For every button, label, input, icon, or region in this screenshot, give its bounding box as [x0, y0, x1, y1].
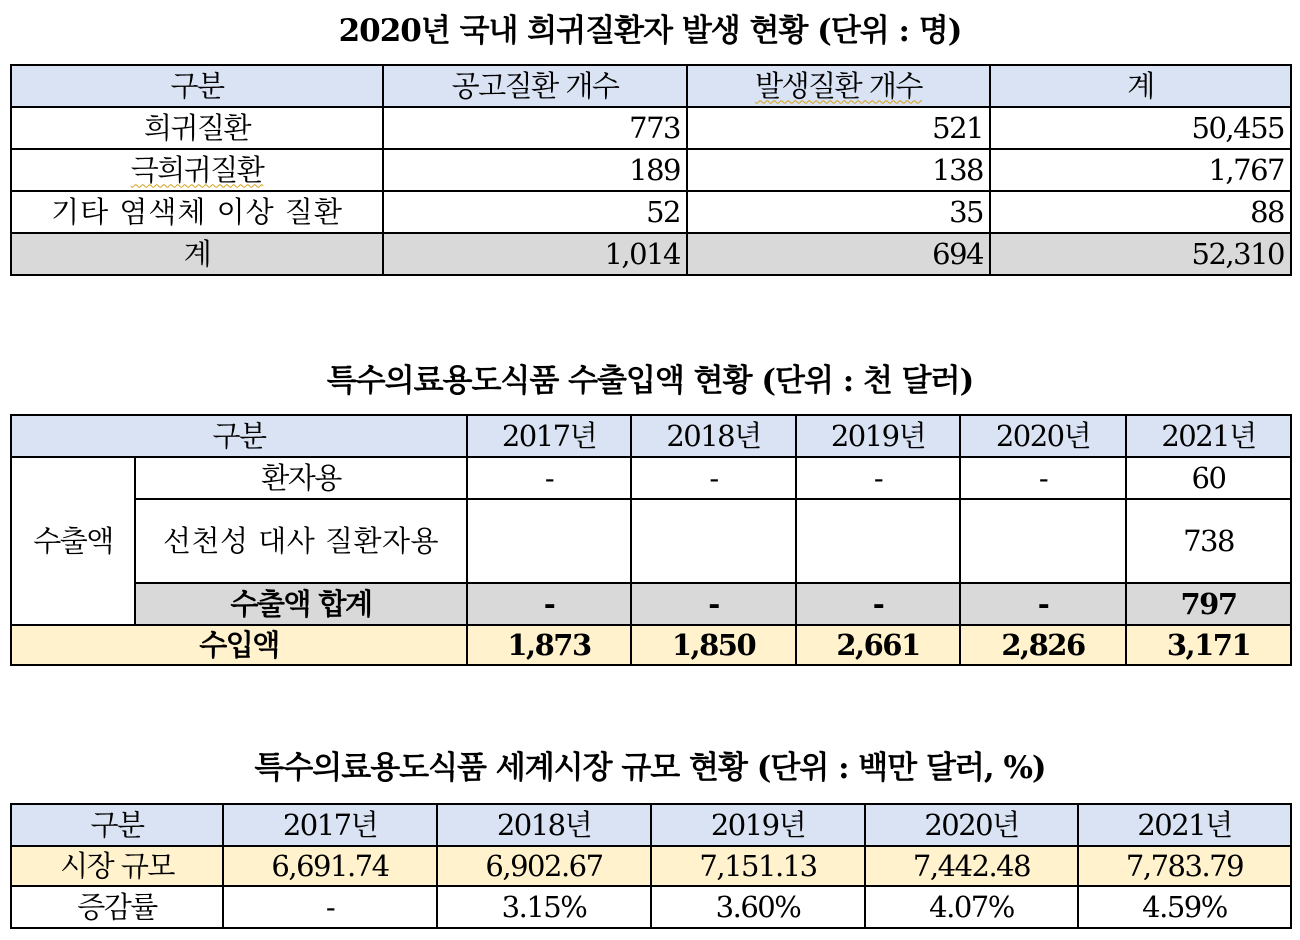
table-cell: 2,661 — [796, 625, 960, 665]
table-row — [11, 107, 1291, 149]
row-label: 희귀질환 — [11, 107, 383, 149]
table-cell — [631, 499, 796, 583]
table-cell — [960, 499, 1126, 583]
header-cell-year: 2020년 — [865, 804, 1078, 846]
table-cell: 7,442.48 — [865, 846, 1078, 886]
table-cell: 521 — [687, 107, 990, 149]
table-row — [11, 191, 1291, 233]
table-cell: - — [960, 583, 1126, 625]
table-row — [11, 499, 1291, 583]
row-label: 증감률 — [11, 886, 223, 928]
header-cell-category: 구분 — [11, 804, 223, 846]
table-cell: 738 — [1126, 499, 1291, 583]
table-cell: 189 — [383, 149, 687, 191]
table-cell: 773 — [383, 107, 687, 149]
header-cell-announced-count: 공고질환 개수 — [383, 65, 687, 107]
header-occurred-label: 발생질환 개수 — [755, 68, 922, 103]
header-cell-total: 계 — [990, 65, 1291, 107]
table-cell: 1,014 — [383, 233, 687, 275]
table-cell: - — [960, 457, 1126, 499]
table2-title: 특수의료용도식품 수출입액 현황 (단위 : 천 달러) — [326, 363, 974, 399]
header-cell-year: 2021년 — [1078, 804, 1291, 846]
row-label: 선천성 대사 질환자용 — [135, 499, 467, 583]
table-cell — [467, 499, 631, 583]
table1-title: 2020년 국내 희귀질환자 발생 현황 (단위 : 명) — [338, 13, 962, 49]
table-cell: 7,151.13 — [651, 846, 865, 886]
row-label: 수출액 합계 — [135, 583, 467, 625]
table-cell: 138 — [687, 149, 990, 191]
table-cell: - — [467, 457, 631, 499]
table-cell: 6,902.67 — [437, 846, 651, 886]
table-row — [11, 457, 1291, 499]
total-label: 계 — [11, 233, 383, 275]
table-row — [11, 149, 1291, 191]
export-total-row — [11, 583, 1291, 625]
header-cell-year: 2019년 — [651, 804, 865, 846]
world-market-table — [10, 803, 1292, 929]
table-cell: 3,171 — [1126, 625, 1291, 665]
table-cell: 52 — [383, 191, 687, 233]
table-cell: - — [796, 583, 960, 625]
table-cell: 1,850 — [631, 625, 796, 665]
table-cell: - — [467, 583, 631, 625]
table-cell: - — [223, 886, 437, 928]
header-cell-year: 2017년 — [223, 804, 437, 846]
table-cell: 797 — [1126, 583, 1291, 625]
table-cell: 2,826 — [960, 625, 1126, 665]
table-header-row — [11, 804, 1291, 846]
table-header-row — [11, 65, 1291, 107]
row-label-text: 극희귀질환 — [130, 152, 264, 187]
row-label: 환자용 — [135, 457, 467, 499]
row-label: 수입액 — [11, 625, 467, 665]
table-cell: 1,767 — [990, 149, 1291, 191]
export-group-label: 수출액 — [11, 457, 135, 625]
row-label — [11, 149, 383, 191]
growth-rate-row — [11, 886, 1291, 928]
table-cell: 1,873 — [467, 625, 631, 665]
import-row — [11, 625, 1291, 665]
table-cell: 694 — [687, 233, 990, 275]
rare-disease-table — [10, 64, 1292, 276]
table-cell: - — [631, 457, 796, 499]
header-cell-occurred-count — [687, 65, 990, 107]
table-cell: 88 — [990, 191, 1291, 233]
table-cell: 50,455 — [990, 107, 1291, 149]
header-cell-year: 2019년 — [796, 415, 960, 457]
row-label: 기타 염색체 이상 질환 — [11, 191, 383, 233]
header-cell-category: 구분 — [11, 415, 467, 457]
table-cell: 3.60% — [651, 886, 865, 928]
header-cell-year: 2020년 — [960, 415, 1126, 457]
table-cell: - — [796, 457, 960, 499]
header-cell-year: 2021년 — [1126, 415, 1291, 457]
table3-title: 특수의료용도식품 세계시장 규모 현황 (단위 : 백만 달러, %) — [254, 750, 1046, 786]
table-cell — [796, 499, 960, 583]
table-header-row — [11, 415, 1291, 457]
row-label: 시장 규모 — [11, 846, 223, 886]
table-cell: 60 — [1126, 457, 1291, 499]
table-cell: 35 — [687, 191, 990, 233]
header-cell-category: 구분 — [11, 65, 383, 107]
table-cell: 4.59% — [1078, 886, 1291, 928]
table-cell: 3.15% — [437, 886, 651, 928]
table-cell: 4.07% — [865, 886, 1078, 928]
header-cell-year: 2017년 — [467, 415, 631, 457]
market-size-row — [11, 846, 1291, 886]
table-cell: - — [631, 583, 796, 625]
table-cell: 52,310 — [990, 233, 1291, 275]
table-cell: 6,691.74 — [223, 846, 437, 886]
header-cell-year: 2018년 — [631, 415, 796, 457]
table-cell: 7,783.79 — [1078, 846, 1291, 886]
total-row — [11, 233, 1291, 275]
header-cell-year: 2018년 — [437, 804, 651, 846]
export-import-table — [10, 414, 1292, 666]
